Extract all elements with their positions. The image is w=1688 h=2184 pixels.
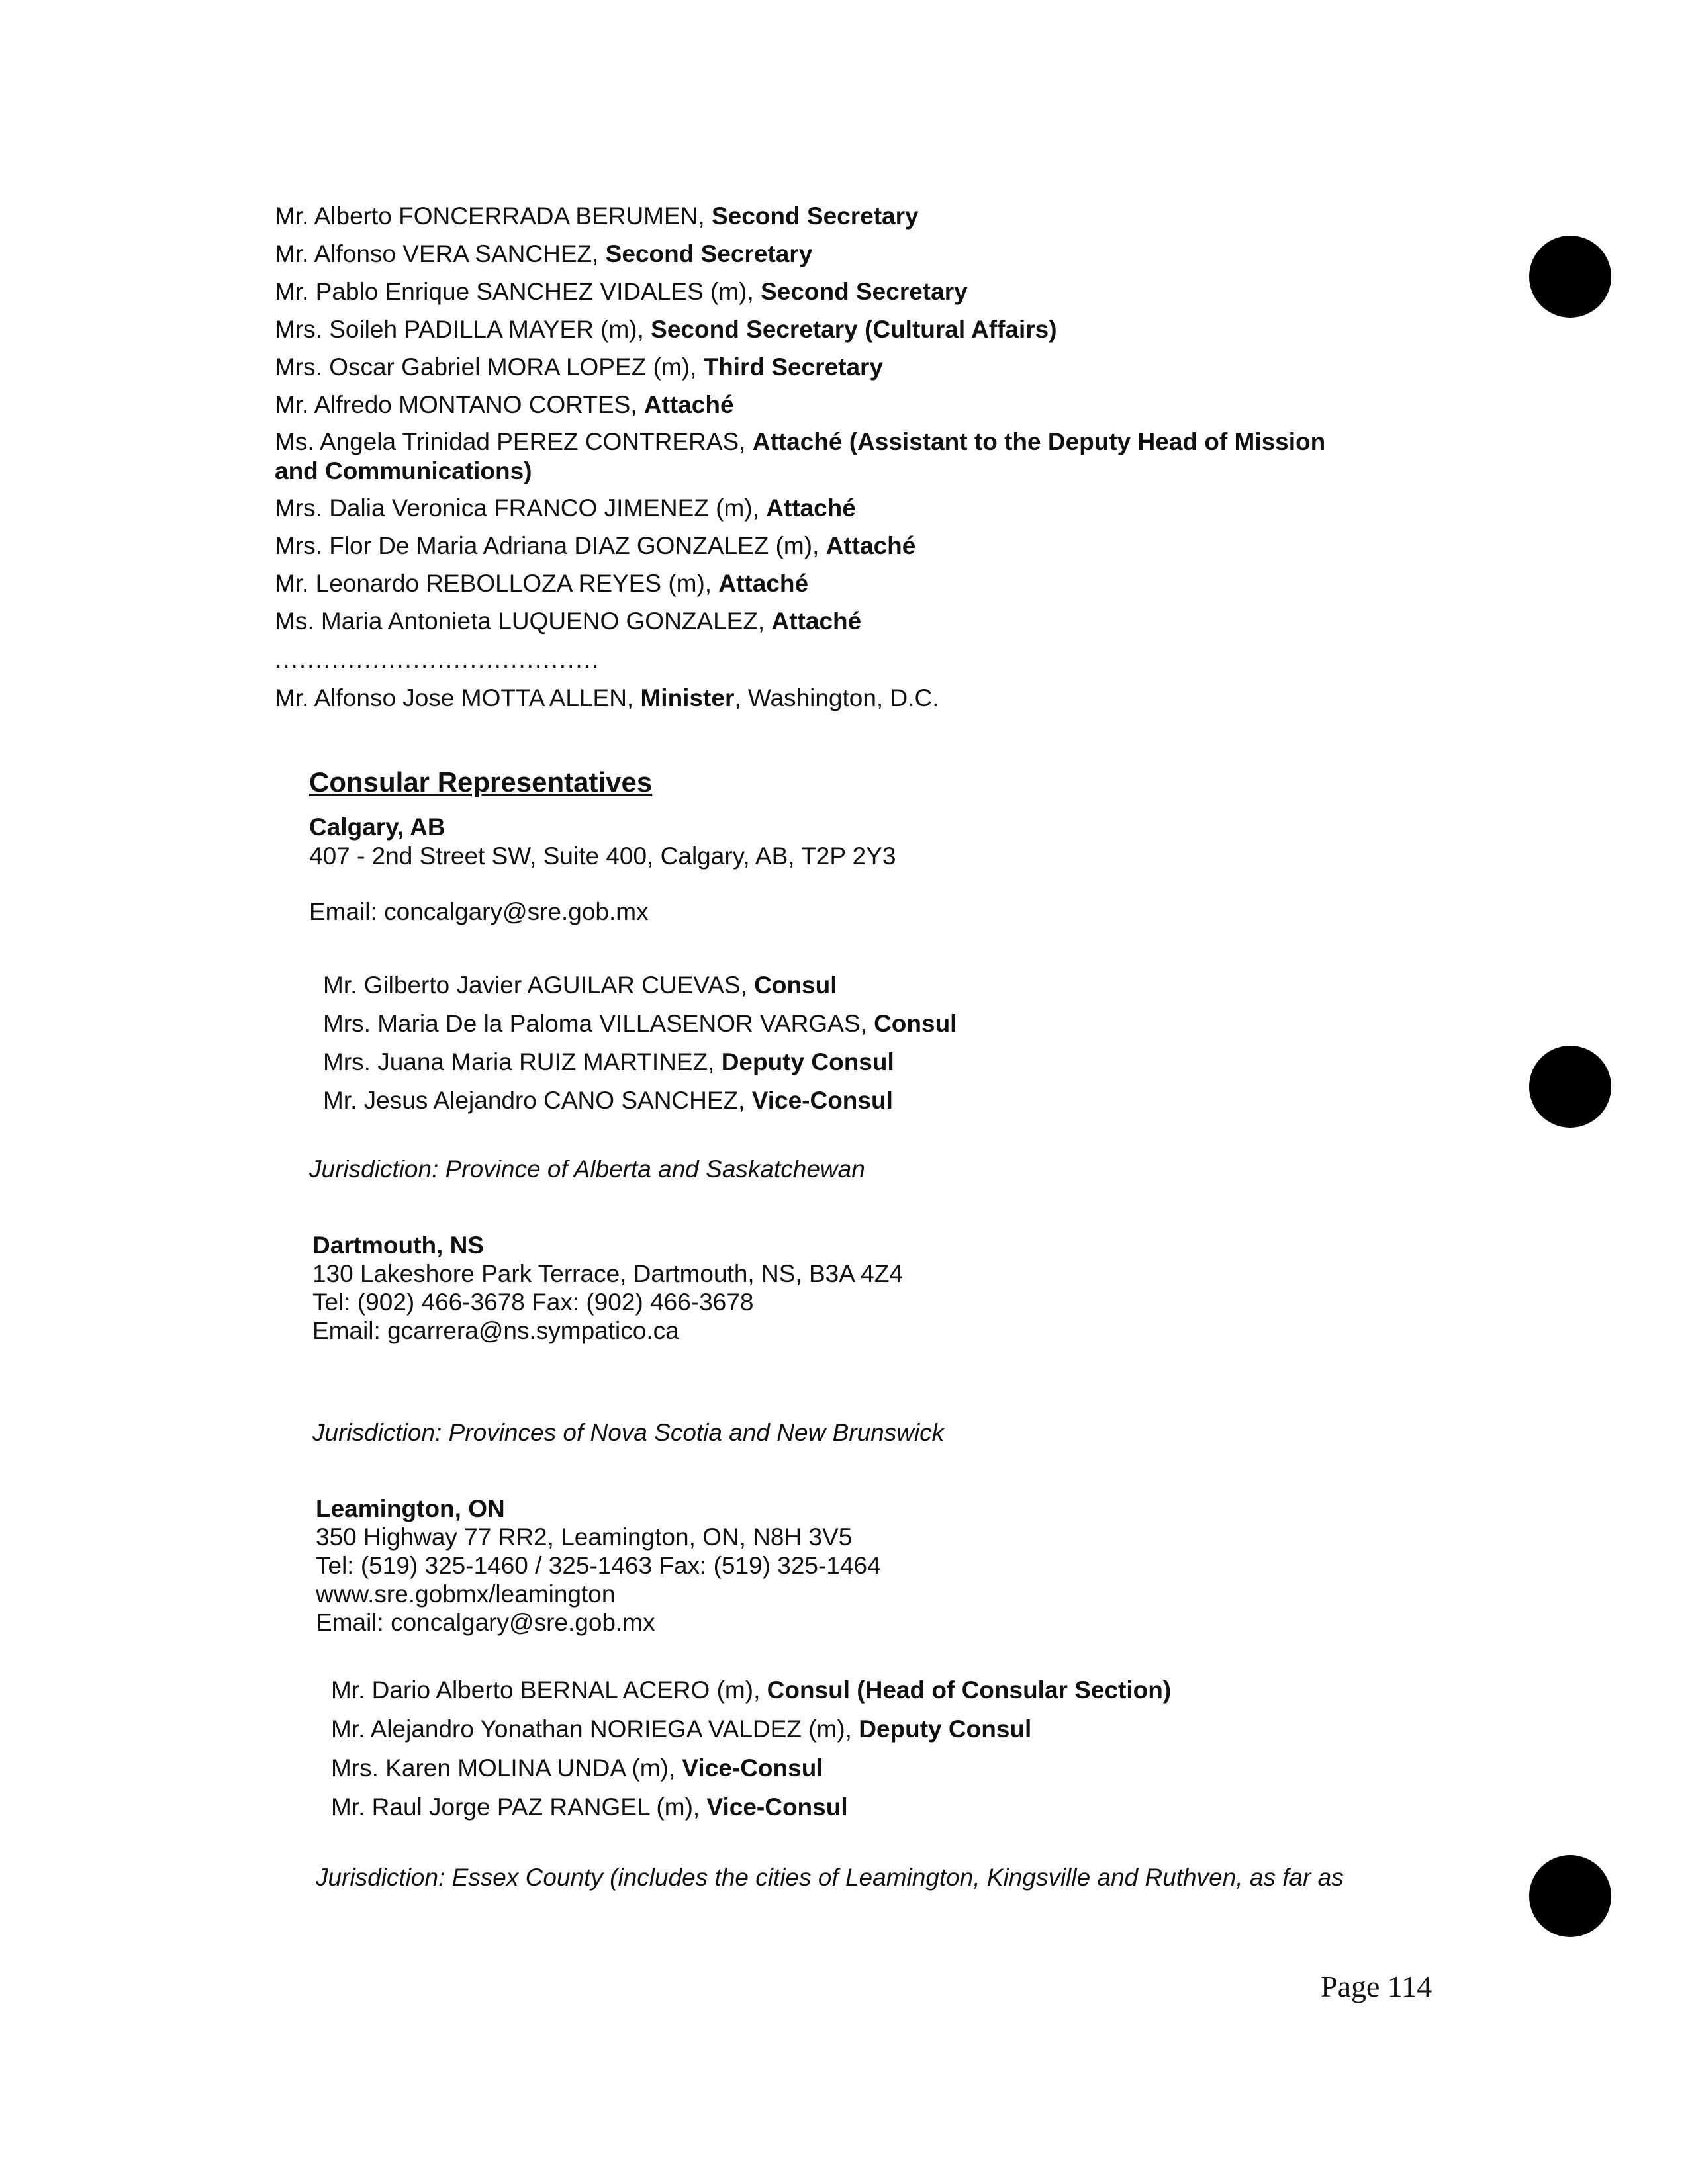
staff-name: Mr. Jesus Alejandro CANO SANCHEZ, [323, 1087, 752, 1114]
staff-name: Mr. Alfonso VERA SANCHEZ, [275, 240, 606, 267]
staff-name: Ms. Angela Trinidad PEREZ CONTRERAS, [275, 428, 753, 455]
staff-entry [331, 1793, 848, 1822]
staff-entry [331, 1715, 1031, 1744]
staff-title: Consul [754, 972, 837, 999]
staff-name: Mrs. Flor De Maria Adriana DIAZ GONZALEZ (m), [275, 532, 826, 559]
consulate-jurisdiction: Jurisdiction: Essex County (includes the cities of Leamington, Kingsville and Ruthven, as far as [316, 1864, 1344, 1891]
staff-entry [323, 1086, 893, 1115]
staff-entry [275, 390, 734, 420]
staff-entry [323, 1048, 894, 1077]
staff-title: Second Secretary [761, 278, 968, 305]
staff-entry [275, 607, 861, 636]
staff-title: Consul [874, 1010, 957, 1037]
staff-entry [275, 353, 883, 382]
consulate-city: Dartmouth, NS [312, 1232, 484, 1259]
staff-title: Vice-Consul [751, 1087, 893, 1114]
staff-entry [275, 569, 808, 598]
staff-name: Mrs. Dalia Veronica FRANCO JIMENEZ (m), [275, 494, 767, 522]
staff-entry [323, 1009, 957, 1038]
staff-title: Attaché [771, 608, 862, 635]
staff-title: Consul (Head of Consular Section) [767, 1676, 1172, 1704]
consulate-address: 130 Lakeshore Park Terrace, Dartmouth, NS, B3A 4Z4 [312, 1260, 903, 1287]
minister-location: , Washington, D.C. [734, 684, 939, 711]
staff-name: Ms. Maria Antonieta LUQUENO GONZALEZ, [275, 608, 772, 635]
staff-title: Attaché [643, 391, 734, 418]
staff-title: Attaché (Assistant to the Deputy Head of Mission and Communications) [275, 428, 1326, 484]
staff-entry [275, 315, 1057, 344]
staff-name: Mr. Alejandro Yonathan NORIEGA VALDEZ (m), [331, 1715, 859, 1743]
staff-entry [275, 428, 1334, 486]
staff-title: Third Secretary [703, 353, 884, 381]
consulate-website: www.sre.gobmx/leamington [316, 1580, 616, 1608]
dotted-separator: ........................................ [275, 646, 600, 673]
staff-name: Mr. Leonardo REBOLLOZA REYES (m), [275, 570, 719, 597]
page-number: Page 114 [1321, 1970, 1432, 2003]
staff-title: Vice-Consul [706, 1794, 848, 1821]
staff-name: Mr. Alfredo MONTANO CORTES, [275, 391, 644, 418]
consulate-jurisdiction: Jurisdiction: Provinces of Nova Scotia and New Brunswick [312, 1419, 945, 1446]
staff-entry [275, 494, 856, 523]
staff-name: Mrs. Soileh PADILLA MAYER (m), [275, 316, 651, 343]
staff-name: Mr. Pablo Enrique SANCHEZ VIDALES (m), [275, 278, 761, 305]
staff-name: Mr. Gilberto Javier AGUILAR CUEVAS, [323, 972, 755, 999]
staff-entry [275, 240, 812, 269]
staff-name: Mrs. Oscar Gabriel MORA LOPEZ (m), [275, 353, 704, 381]
staff-entry [331, 1754, 823, 1783]
consulate-phone: Tel: (519) 325-1460 / 325-1463 Fax: (519) 325-1464 [316, 1552, 881, 1579]
section-heading: Consular Representatives [309, 766, 653, 797]
punch-hole-bottom [1529, 1855, 1611, 1937]
staff-entry [331, 1676, 1171, 1705]
staff-name: Mr. Alfonso Jose MOTTA ALLEN, [275, 684, 641, 711]
staff-title: Deputy Consul [721, 1048, 894, 1075]
staff-entry [323, 971, 837, 1000]
staff-name: Mr. Alberto FONCERRADA BERUMEN, [275, 203, 712, 230]
staff-title: Second Secretary [711, 203, 919, 230]
staff-name: Mr. Raul Jorge PAZ RANGEL (m), [331, 1794, 707, 1821]
consulate-jurisdiction: Jurisdiction: Province of Alberta and Saskatchewan [309, 1156, 865, 1183]
consulate-email: Email: concalgary@sre.gob.mx [316, 1609, 655, 1636]
consulate-city: Calgary, AB [309, 813, 445, 841]
staff-name: Mr. Dario Alberto BERNAL ACERO (m), [331, 1676, 767, 1704]
consulate-address: 407 - 2nd Street SW, Suite 400, Calgary, AB, T2P 2Y3 [309, 842, 896, 870]
staff-title: Second Secretary [605, 240, 813, 267]
staff-title: Deputy Consul [859, 1715, 1032, 1743]
staff-name: Mrs. Juana Maria RUIZ MARTINEZ, [323, 1048, 722, 1075]
punch-hole-top [1529, 236, 1611, 318]
staff-entry [275, 277, 968, 306]
staff-title: Minister [640, 684, 735, 711]
staff-name: Mrs. Maria De la Paloma VILLASENOR VARGAS, [323, 1010, 874, 1037]
consulate-email: Email: gcarrera@ns.sympatico.ca [312, 1317, 679, 1344]
staff-title: Second Secretary (Cultural Affairs) [651, 316, 1057, 343]
staff-entry [275, 531, 915, 561]
punch-hole-middle [1529, 1046, 1611, 1128]
consulate-city: Leamington, ON [316, 1495, 505, 1522]
minister-entry [275, 684, 939, 713]
staff-title: Attaché [718, 570, 809, 597]
staff-title: Attaché [825, 532, 916, 559]
consulate-address: 350 Highway 77 RR2, Leamington, ON, N8H 3V5 [316, 1524, 853, 1551]
staff-title: Attaché [766, 494, 856, 522]
staff-name: Mrs. Karen MOLINA UNDA (m), [331, 1754, 682, 1782]
staff-title: Vice-Consul [682, 1754, 823, 1782]
consulate-phone: Tel: (902) 466-3678 Fax: (902) 466-3678 [312, 1289, 754, 1316]
staff-entry [275, 202, 919, 231]
consulate-email: Email: concalgary@sre.gob.mx [309, 898, 649, 925]
